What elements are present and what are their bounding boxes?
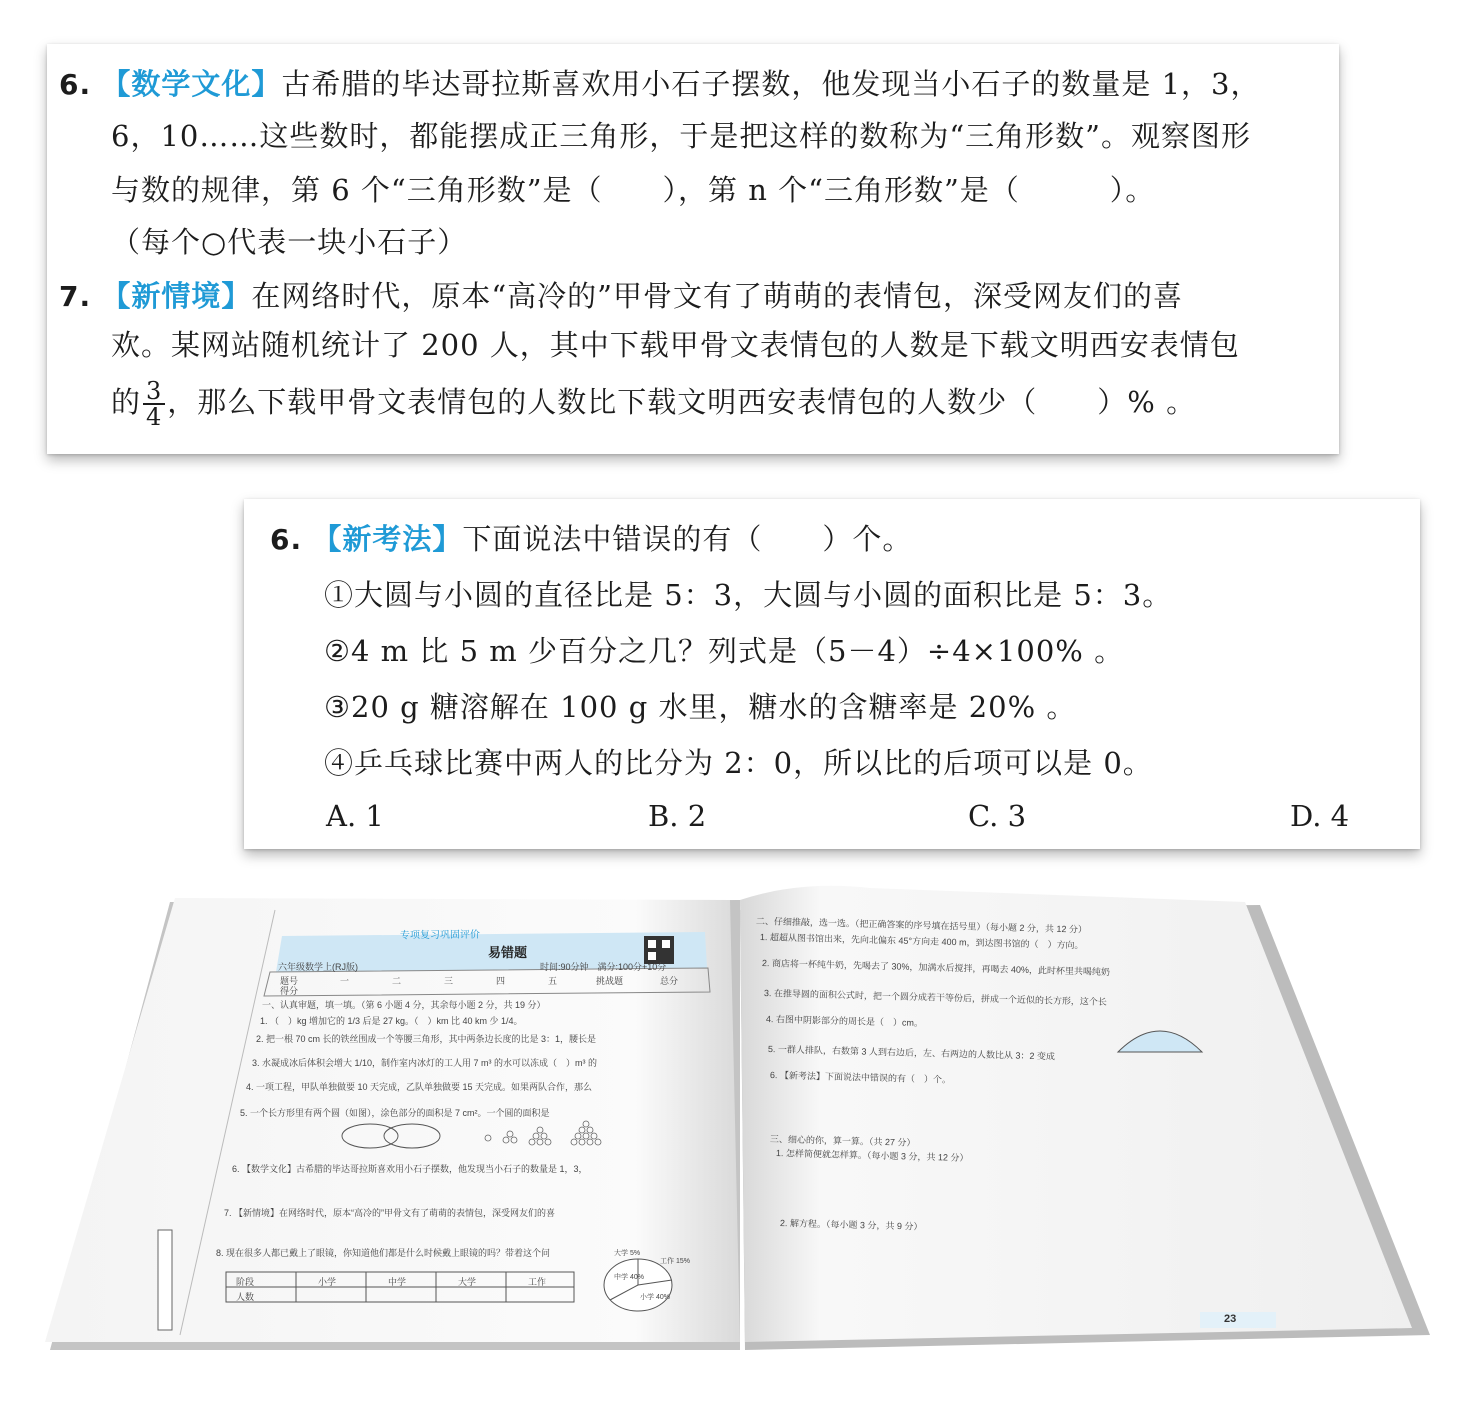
q7-line1 [59, 278, 1183, 315]
q7-tag: 【新情境】 [101, 279, 252, 313]
book-right-line-10: 2. 解方程。（每小题 3 分，共 9 分） [779, 1218, 923, 1232]
book-right-line-1: 二、仔细推敲，选一选。（把正确答案的序号填在括号里）（每小题 2 分，共 12 分） [755, 916, 1088, 935]
book-left-line-7: 7. 【新情境】在网络时代，原本“高冷的”甲骨文有了萌萌的表情包，深受网友们的喜 [224, 1208, 556, 1218]
score-header-2: 二 [392, 976, 402, 986]
q6-line1 [59, 66, 1260, 103]
question-card-6-7 [47, 44, 1339, 454]
book-left-line-2: 2. 把一根 70 cm 长的铁丝围成一个等腰三角形，其中两条边长度的比是 3：1，腰长是 [256, 1034, 597, 1044]
score-header-4: 四 [496, 976, 506, 986]
score-header-7: 总分 [660, 976, 679, 986]
statement-4: ④乒乓球比赛中两人的比分为 2：0，所以比的后项可以是 0。 [324, 746, 1153, 780]
page-number: 23 [1224, 1313, 1237, 1325]
question-card-new-method [244, 499, 1420, 849]
book-left-line-3: 3. 水凝成冰后体积会增大 1/10，制作室内冰灯的工人用 7 m³ 的水可以冻成（ ）m³ 的 [252, 1058, 598, 1068]
pie-label-college: 大学 5% [614, 1250, 641, 1257]
book-time: 时间:90分钟 满分:100分+10分 [540, 962, 667, 972]
q-stem [270, 521, 912, 558]
book-right-line-7: 6. 【新考法】下面说法中错误的有（ ）个。 [769, 1070, 952, 1085]
q6-tag: 【数学文化】 [101, 67, 282, 101]
score-header-5: 五 [548, 976, 558, 986]
book-section-1: 一、认真审题，填一填。（第 6 小题 4 分，其余每小题 2 分，共 19 分） [262, 1000, 546, 1010]
q-number: 6. [270, 523, 303, 556]
book-left-line-5: 5. 一个长方形里有两个圆（如图），涂色部分的面积是 7 cm²。一个圆的面积是 [240, 1108, 550, 1118]
book-right-line-6: 5. 一群人排队，右数第 3 人到右边后，左、右两边的人数比从 3：2 变成 [767, 1044, 1056, 1062]
statement-1: ①大圆与小圆的直径比是 5：3，大圆与小圆的面积比是 5：3。 [324, 578, 1173, 612]
fraction-numerator: 3 [143, 379, 165, 405]
option-d: D. 4 [1290, 799, 1350, 833]
statement-3: ③20 g 糖溶解在 100 g 水里，糖水的含糖率是 20% 。 [324, 690, 1077, 724]
open-workbook-photo [40, 880, 1430, 1380]
q6-line3: 与数的规律，第 6 个“三角形数”是（ ），第 n 个“三角形数”是（ ）。 [111, 173, 1156, 207]
book-right-line-2: 1. 超超从图书馆出来，先向北偏东 45°方向走 400 m，到达图书馆的（ ）方向。 [759, 932, 1084, 951]
book-title: 易错题 [488, 945, 528, 960]
book-right-line-4: 3. 在推导圆的面积公式时，把一个圆分成若干等份后，拼成一个近似的长方形，这个长 [763, 988, 1108, 1007]
book-right-line-5: 4. 右图中阴影部分的周长是（ ）cm。 [765, 1014, 924, 1029]
table-header-0: 阶段 [236, 1277, 255, 1287]
score-header-3: 三 [444, 976, 454, 986]
score-row-label: 得分 [280, 986, 299, 996]
book-grade: 六年级数学上(RJ版) [278, 962, 358, 972]
q7-text-post: ，那么下载甲骨文表情包的人数比下载文明西安表情包的人数少（ ）% 。 [167, 385, 1197, 419]
book-left-line-6: 6. 【数学文化】古希腊的毕达哥拉斯喜欢用小石子摆数，他发现当小石子的数量是 1，3， [232, 1164, 588, 1174]
pie-label-work: 工作 15% [660, 1258, 690, 1265]
q6-text-1: 古希腊的毕达哥拉斯喜欢用小石子摆数，他发现当小石子的数量是 1，3， [281, 67, 1261, 101]
score-header-6: 挑战题 [596, 976, 624, 986]
table-header-4: 工作 [528, 1277, 547, 1287]
q6-number: 6. [59, 68, 92, 101]
q7-line2: 欢。某网站随机统计了 200 人，其中下载甲骨文表情包的人数是下载文明西安表情包 [111, 328, 1240, 362]
book-left-line-4: 4. 一项工程，甲队单独做要 10 天完成，乙队单独做要 15 天完成。如果两队合作，那么 [246, 1082, 593, 1092]
table-header-2: 中学 [388, 1277, 407, 1287]
q-tag: 【新考法】 [312, 522, 463, 556]
statement-2: ②4 m 比 5 m 少百分之几？列式是（5－4）÷4×100% 。 [324, 634, 1125, 668]
q6-line4: （每个○代表一块小石子） [111, 225, 468, 259]
book-banner: 专项复习巩固评价 [399, 929, 481, 942]
table-header-3: 大学 [458, 1277, 477, 1287]
table-row-label: 人数 [236, 1292, 255, 1302]
book-right-line-3: 2. 商店将一杯纯牛奶，先喝去了 30%，加满水后搅拌，再喝去 40%，此时杯里共喝纯奶 [761, 958, 1111, 978]
pie-label-primary: 小学 40% [640, 1294, 670, 1301]
fraction-three-quarters [143, 379, 165, 429]
q7-text-pre: 的 [111, 385, 142, 419]
book-left-line-1: 1. （ ）kg 增加它的 1/3 后是 27 kg。（ ）km 比 40 km 少 1/4。 [260, 1016, 523, 1026]
score-header-0: 题号 [280, 976, 299, 986]
q7-number: 7. [59, 280, 92, 313]
q6-line2: 6，10……这些数时，都能摆成正三角形，于是把这样的数称为“三角形数”。观察图形 [111, 119, 1252, 153]
pie-label-middle: 中学 40% [614, 1274, 644, 1281]
option-b: B. 2 [648, 799, 707, 833]
option-c: C. 3 [968, 799, 1027, 833]
book-right-line-9: 1. 怎样简便就怎样算。（每小题 3 分，共 12 分） [775, 1148, 969, 1164]
q-stem-text: 下面说法中错误的有（ ）个。 [462, 522, 913, 556]
option-a: A. 1 [326, 799, 384, 833]
table-header-1: 小学 [318, 1277, 337, 1287]
q7-text-1: 在网络时代，原本“高冷的”甲骨文有了萌萌的表情包，深受网友们的喜 [251, 279, 1184, 313]
book-left-line-8: 8. 现在很多人都已戴上了眼镜，你知道他们都是什么时候戴上眼镜的吗？带着这个问 [216, 1248, 551, 1258]
score-header-1: 一 [340, 976, 350, 986]
book-right-line-8: 三、细心的你，算一算。（共 27 分） [769, 1134, 916, 1148]
fraction-denominator: 4 [146, 403, 163, 431]
q7-line3 [111, 379, 1196, 429]
book-shape [40, 880, 1430, 1380]
